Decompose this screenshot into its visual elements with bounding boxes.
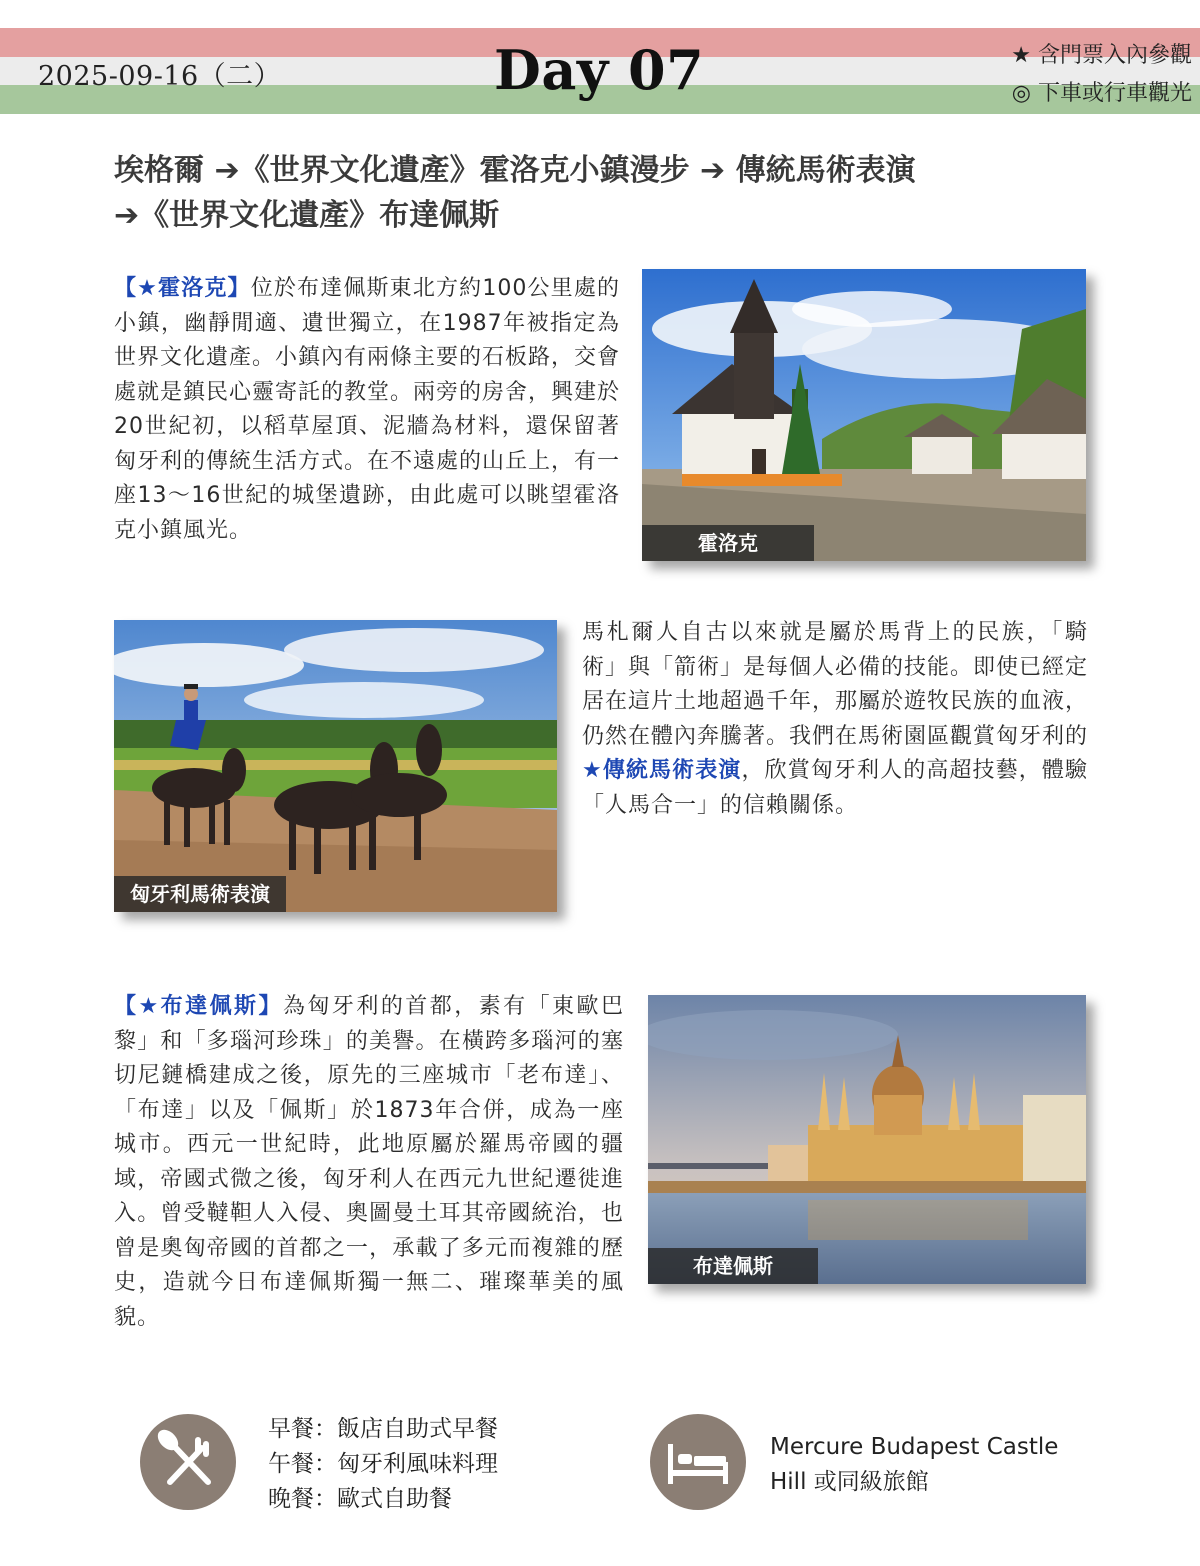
- meals-list: [268, 1412, 498, 1517]
- horse-text-after: ，欣賞匈牙利人的高超技藝，體驗「人馬合一」的信賴關係。: [582, 758, 1088, 818]
- hotel-line2: Hill 或同級旅館: [770, 1469, 929, 1495]
- meal-breakfast: 早餐：飯店自助式早餐: [268, 1416, 498, 1442]
- hotel-info: [770, 1430, 1058, 1500]
- meal-lunch: 午餐：匈牙利風味料理: [268, 1451, 498, 1477]
- budapest-highlight: 【★布達佩斯】: [114, 994, 283, 1019]
- budapest-description: [114, 990, 624, 1335]
- horse-show-photo: [114, 620, 557, 912]
- horse-show-description: [582, 616, 1088, 823]
- itinerary-date: 2025-09-16（二）: [38, 61, 282, 92]
- holloko-text: 位於布達佩斯東北方約100公里處的小鎮，幽靜閒適、遺世獨立，在1987年被指定為世界文化遺產。小鎮內有兩條主要的石板路，交會處就是鎮民心靈寄託的教堂。兩旁的房舍，興建於20世紀初，以稻草屋頂、泥牆為材料，還保留著匈牙利的傳統生活方式。在不遠處的山丘上，有一座13～16世紀的城堡遺跡，由此處可以眺望霍洛克小鎮風光。: [114, 276, 621, 543]
- horse-show-photo-caption: 匈牙利馬術表演: [114, 876, 286, 912]
- route-title-line1: 埃格爾 ➔《世界文化遺產》霍洛克小鎮漫步 ➔ 傳統馬術表演: [114, 153, 916, 188]
- legend-view: ◎ 下車或行車觀光: [1011, 81, 1192, 106]
- horse-text-before: 馬札爾人自古以來就是屬於馬背上的民族，「騎術」與「箭術」是每個人必備的技能。即使已經定居在這片土地超過千年，那屬於遊牧民族的血液，仍然在體內奔騰著。我們在馬術園區觀賞匈牙利的: [582, 620, 1089, 749]
- horse-highlight: ★傳統馬術表演: [582, 758, 742, 783]
- holloko-photo: [642, 269, 1086, 561]
- hotel-line1: Mercure Budapest Castle: [770, 1434, 1059, 1460]
- day-number: Day 07: [494, 38, 705, 102]
- budapest-photo: [648, 995, 1086, 1284]
- bed-icon: [650, 1414, 746, 1510]
- meal-dinner: 晚餐：歐式自助餐: [268, 1486, 452, 1512]
- legend-ticket: ★ 含門票入內參觀: [1011, 43, 1192, 68]
- budapest-text: 為匈牙利的首都，素有「東歐巴黎」和「多瑙河珍珠」的美譽。在橫跨多瑙河的塞切尼鏈橋建成之後，原先的三座城市「老布達」、「布達」以及「佩斯」於1873年合併，成為一座城市。西元一世紀時，此地原屬於羅馬帝國的疆域，帝國式微之後，匈牙利人在西元九世紀遷徙進入。曾受韃靼人入侵、奧圖曼土耳其帝國統治，也曾是奧匈帝國的首都之一，承載了多元而複雜的歷史，造就今日布達佩斯獨一無二、璀璨華美的風貌。: [114, 994, 624, 1330]
- holloko-highlight: 【★霍洛克】: [114, 276, 251, 301]
- holloko-description: [114, 272, 620, 548]
- fork-spoon-icon: [140, 1414, 236, 1510]
- budapest-photo-caption: 布達佩斯: [648, 1248, 818, 1284]
- route-title-line2: ➔《世界文化遺產》布達佩斯: [114, 198, 500, 233]
- holloko-photo-caption: 霍洛克: [642, 525, 814, 561]
- route-title: [114, 148, 1114, 238]
